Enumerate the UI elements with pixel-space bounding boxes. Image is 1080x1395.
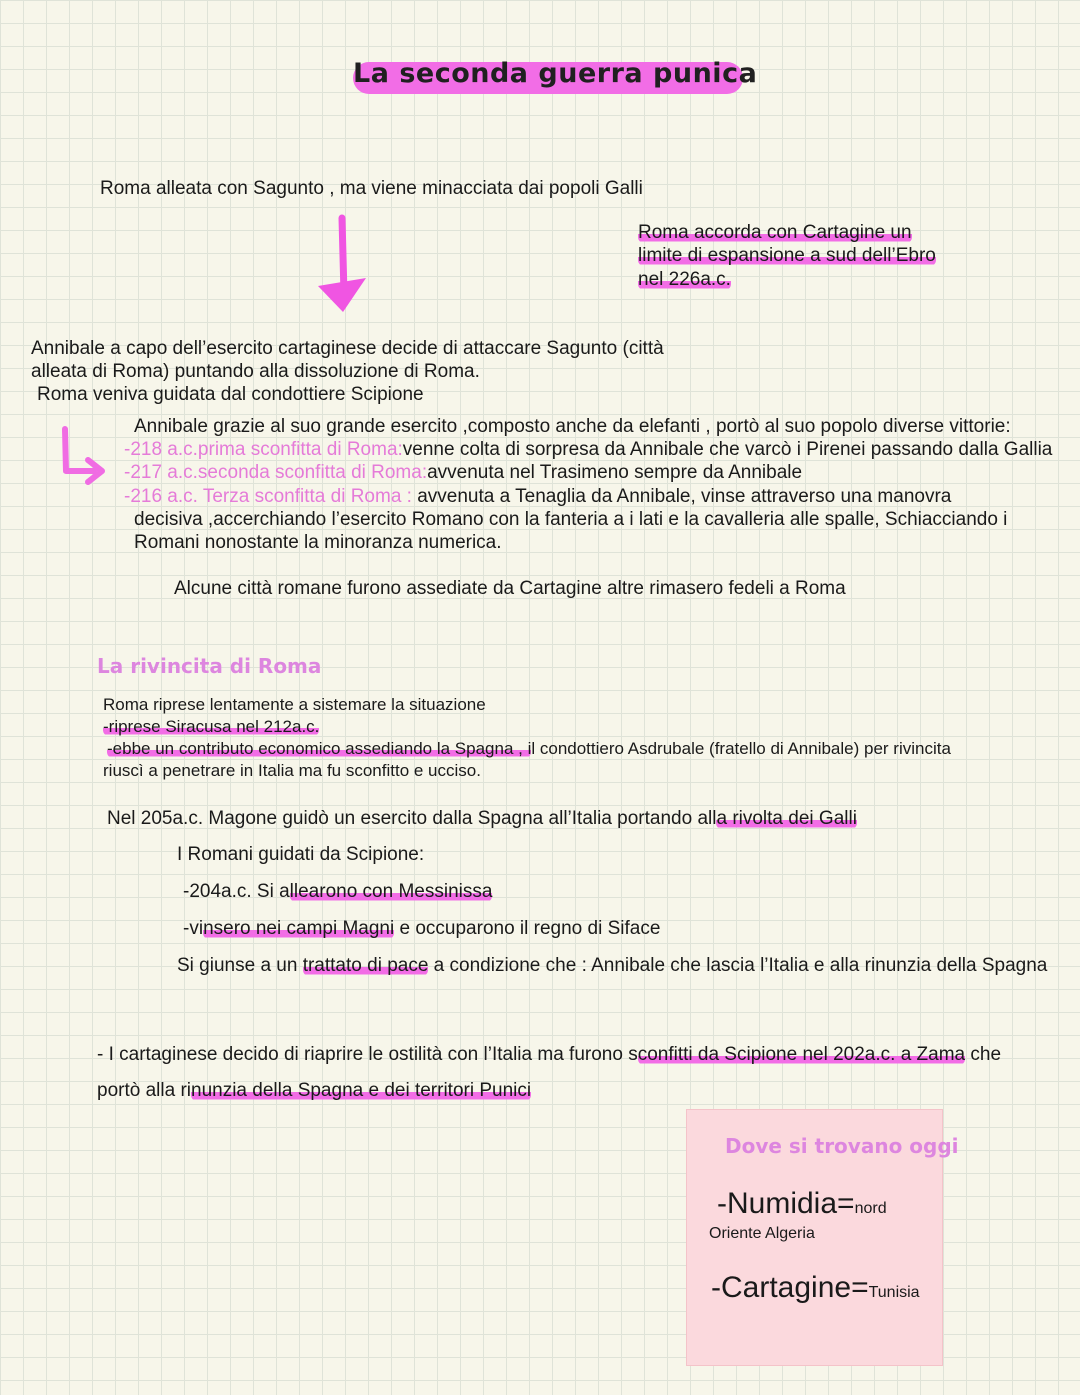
victory-218: -218 a.c.prima sconfitta di Roma:venne colta di sorpresa da Annibale che varcò i Pirenei passando dalla Gallia — [124, 439, 1053, 460]
page-title: La seconda guerra punica — [353, 58, 758, 89]
scipione-line-1: -204a.c. Si allearono con Messinissa — [183, 881, 493, 902]
card-cartagine: -Cartagine=Tunisia — [711, 1271, 920, 1304]
intro-line: Roma alleata con Sagunto , ma viene minacciata dai popoli Galli — [100, 178, 643, 199]
rivincita-line-4: riuscì a penetrare in Italia ma fu sconfitto e ucciso. — [103, 761, 481, 780]
rivincita-line-3: -ebbe un contributo economico assediando la Spagna , il condottiero Asdrubale (fratello di Annibale) per rivincita — [107, 739, 951, 758]
magone-line: Nel 205a.c. Magone guidò un esercito dalla Spagna all’Italia portando alla rivolta dei Galli — [107, 808, 857, 829]
annibale-line-3: Roma veniva guidata dal condottiere Scipione — [37, 384, 424, 405]
card-numidia: -Numidia=nord — [717, 1187, 887, 1220]
final-line-1: - I cartaginese decido di riaprire le ostilità con l’Italia ma furono sconfitti da Scipione nel 202a.c. a Zama che — [97, 1044, 1002, 1065]
cities-line: Alcune città romane furono assediate da Cartagine altre rimasero fedeli a Roma — [174, 578, 846, 599]
annibale-line-1: Annibale a capo dell’esercito cartaginese decide di attaccare Sagunto (città — [31, 338, 664, 359]
scipione-intro: I Romani guidati da Scipione: — [177, 844, 425, 865]
rivincita-line-2: -riprese Siracusa nel 212a.c. — [103, 717, 320, 736]
turn-right-arrow-icon — [56, 424, 108, 488]
note-line-1: Roma accorda con Cartagine un — [638, 222, 912, 243]
scipione-line-3: Si giunse a un trattato di pace a condizione che : Annibale che lascia l’Italia e alla rinunzia della Spagna — [177, 955, 1048, 976]
card-heading: Dove si trovano oggi — [725, 1134, 959, 1158]
note-line-2: limite di espansione a sud dell’Ebro — [638, 245, 936, 266]
today-card — [686, 1109, 959, 1366]
victory-216: -216 a.c. Terza sconfitta di Roma : avvenuta a Tenaglia da Annibale, vinse attraverso una manovra — [124, 486, 952, 507]
rivincita-heading: La rivincita di Roma — [97, 654, 322, 678]
card-numidia-sub: Oriente Algeria — [709, 1225, 815, 1242]
victories-intro: Annibale grazie al suo grande esercito ,composto anche da elefanti , portò al suo popolo diverse vittorie: — [134, 416, 1011, 437]
annibale-line-2: alleata di Roma) puntando alla dissoluzione di Roma. — [31, 361, 480, 382]
note-line-3: nel 226a.c. — [638, 269, 731, 290]
scipione-line-2: -vinsero nei campi Magni e occuparono il regno di Siface — [183, 918, 661, 939]
victory-217: -217 a.c.seconda sconfitta di Roma:avvenuta nel Trasimeno sempre da Annibale — [124, 462, 803, 483]
down-arrow-icon — [310, 212, 380, 322]
rivincita-line-1: Roma riprese lentamente a sistemare la situazione — [103, 695, 486, 714]
victory-216-cont-1: decisiva ,accerchiando l’esercito Romano con la fanteria a i lati e la cavalleria alle spalle, Schiacciando i — [134, 509, 1008, 530]
final-line-2: portò alla rinunzia della Spagna e dei territori Punici — [97, 1080, 532, 1101]
victory-216-cont-2: Romani nonostante la minoranza numerica. — [134, 532, 502, 553]
